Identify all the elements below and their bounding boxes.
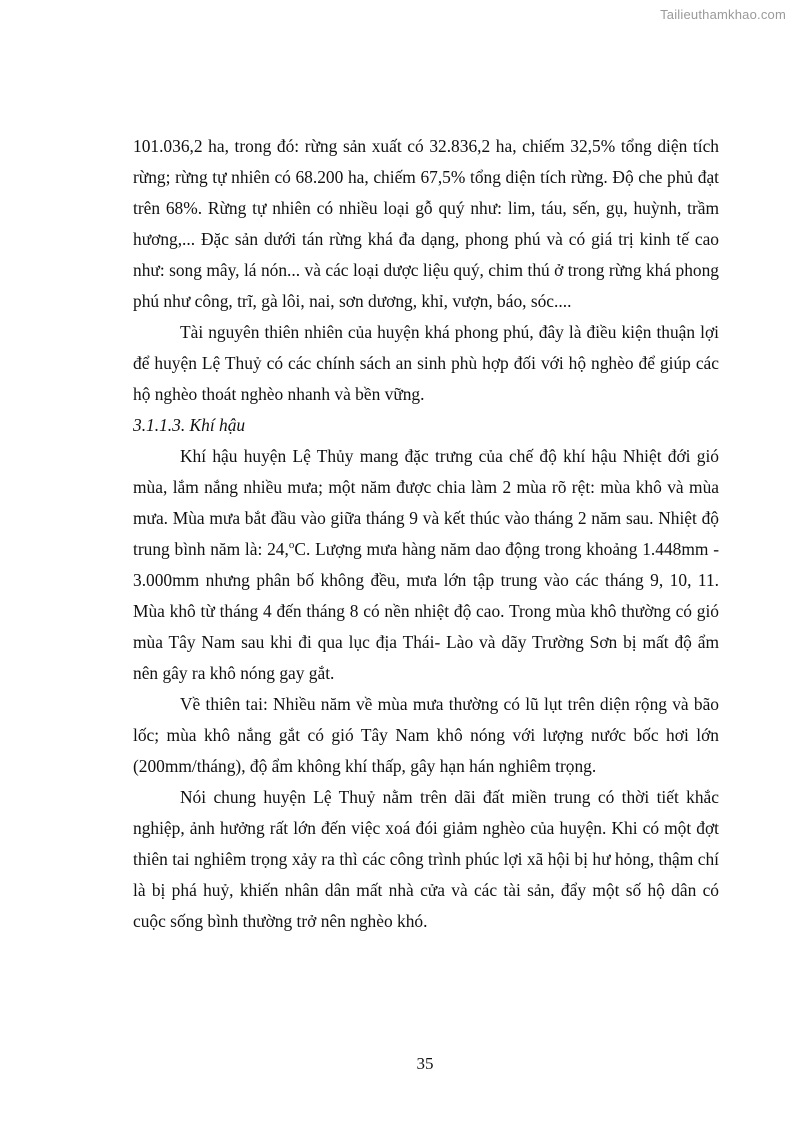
paragraph-climate <box>133 441 719 689</box>
section-heading-climate: 3.1.1.3. Khí hậu <box>133 415 246 435</box>
paragraph-climate-part1: Khí hậu huyện Lệ Thủy mang đặc trưng của chế độ khí hậu Nhiệt đới gió mùa, lắm nắng nhiều mưa; một năm được chia làm 2 mùa rõ rệt: mùa khô và mùa mưa. Mùa mưa bắt đầu vào giữa tháng 9 và kết thúc vào tháng 2 năm sau. Nhiệt độ trung bình năm là: 24, <box>133 446 719 559</box>
degree-superscript: o <box>288 539 295 552</box>
paragraph-disasters: Về thiên tai: Nhiều năm về mùa mưa thường có lũ lụt trên diện rộng và bão lốc; mùa khô nắng gắt có gió Tây Nam khô nóng với lượng nước bốc hơi lớn (200mm/tháng), độ ẩm không khí thấp, gây hạn hán nghiêm trọng. <box>133 694 719 776</box>
paragraph-forest: 101.036,2 ha, trong đó: rừng sản xuất có 32.836,2 ha, chiếm 32,5% tổng diện tích rừng; rừng tự nhiên có 68.200 ha, chiếm 67,5% tổng diện tích rừng. Độ che phủ đạt trên 68%. Rừng tự nhiên có nhiều loại gỗ quý như: lim, táu, sến, gụ, huỳnh, trầm hương,... Đặc sản dưới tán rừng khá đa dạng, phong phú và có giá trị kinh tế cao như: song mây, lá nón... và các loại dược liệu quý, chim thú ở trong rừng khá phong phú như công, trĩ, gà lôi, nai, sơn dương, khỉ, vượn, báo, sóc.... <box>133 136 719 311</box>
page-number: 35 <box>416 1054 434 1073</box>
document-body <box>133 131 719 937</box>
paragraph-climate-part2: C. Lượng mưa hàng năm dao động trong khoảng 1.448mm - 3.000mm nhưng phân bố không đều, mưa lớn tập trung vào các tháng 9, 10, 11. Mùa khô từ tháng 4 đến tháng 8 có nền nhiệt độ cao. Trong mùa khô thường có gió mùa Tây Nam sau khi đi qua lục địa Thái- Lào và dãy Trường Sơn bị mất độ ẩm nên gây ra khô nóng gay gắt. <box>133 539 719 683</box>
watermark-text: Tailieuthamkhao.com <box>660 7 786 22</box>
paragraph-natural-resources: Tài nguyên thiên nhiên của huyện khá phong phú, đây là điều kiện thuận lợi để huyện Lệ Thuỷ có các chính sách an sinh phù hợp đối với hộ nghèo để giúp các hộ nghèo thoát nghèo nhanh và bền vững. <box>133 322 719 404</box>
paragraph-conclusion: Nói chung huyện Lệ Thuỷ nằm trên dãi đất miền trung có thời tiết khắc nghiệp, ảnh hưởng rất lớn đến việc xoá đói giảm nghèo của huyện. Khi có một đợt thiên tai nghiêm trọng xảy ra thì các công trình phúc lợi xã hội bị hư hỏng, thậm chí là bị phá huỷ, khiến nhân dân mất nhà cửa và các tài sản, đẩy một số hộ dân có cuộc sống bình thường trở nên nghèo khó. <box>133 787 719 931</box>
